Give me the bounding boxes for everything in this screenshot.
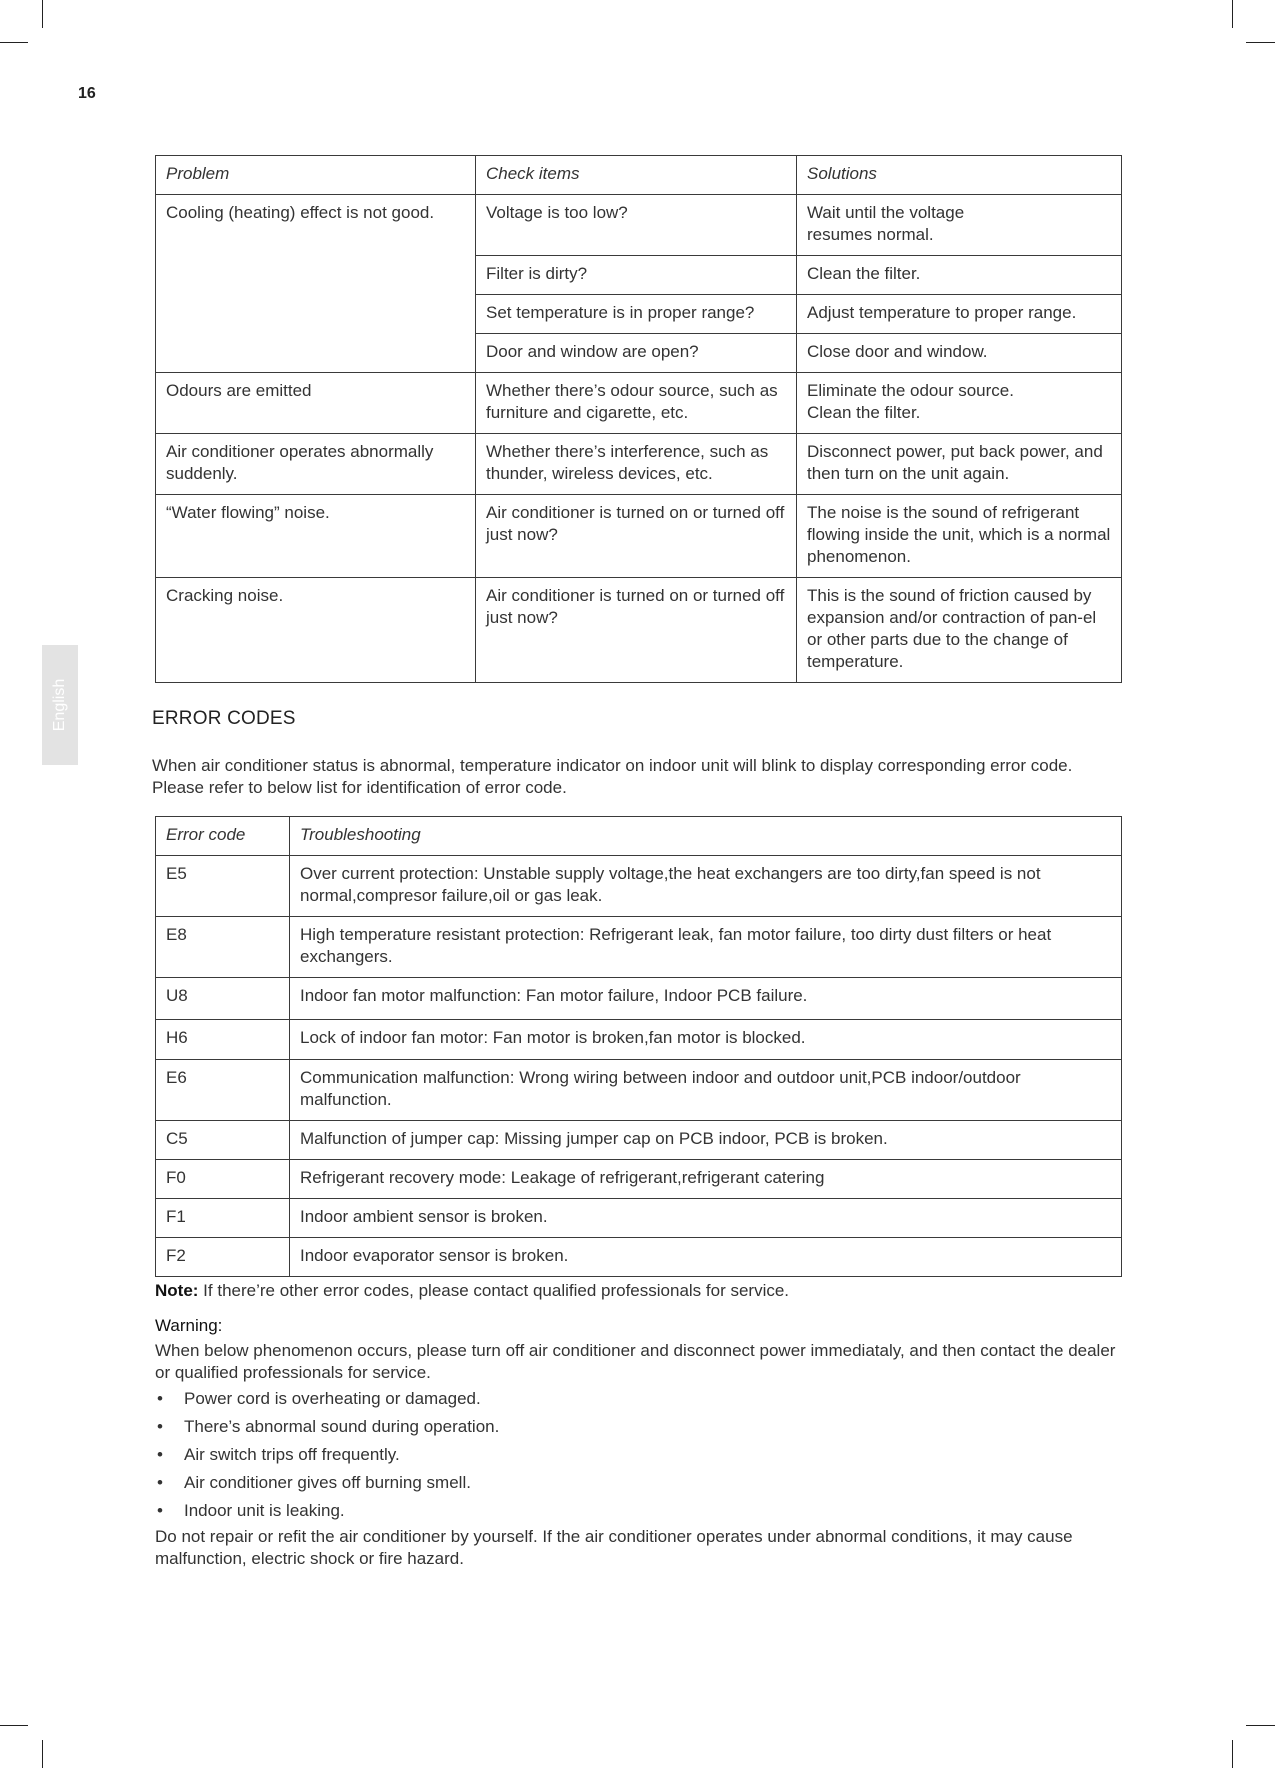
column-header: Error code (156, 817, 290, 856)
error-code-cell: C5 (156, 1121, 290, 1160)
error-code-cell: E6 (156, 1060, 290, 1121)
list-item: • Power cord is overheating or damaged. (155, 1388, 1120, 1410)
troubleshooting-cell: Malfunction of jumper cap: Missing jumper cap on PCB indoor, PCB is broken. (290, 1121, 1122, 1160)
note-label: Note: (155, 1281, 199, 1300)
list-item: • Air switch trips off frequently. (155, 1444, 1120, 1466)
crop-mark (1246, 42, 1275, 43)
table-row (156, 578, 1122, 683)
solution-cell: Disconnect power, put back power, and then turn on the unit again. (797, 434, 1122, 495)
error-codes-heading: ERROR CODES (152, 708, 296, 729)
problem-cell: Cooling (heating) effect is not good. (156, 195, 476, 373)
crop-mark (0, 1725, 28, 1726)
error-code-cell: E5 (156, 856, 290, 917)
table-row (156, 1238, 1122, 1277)
error-code-cell: U8 (156, 978, 290, 1020)
table-row (156, 1020, 1122, 1060)
solution-cell: Adjust temperature to proper range. (797, 295, 1122, 334)
table-row (156, 1121, 1122, 1160)
check-cell: Air conditioner is turned on or turned off just now? (476, 495, 797, 578)
warning-closing: Do not repair or refit the air conditioner by yourself. If the air conditioner operates under abnormal conditions, it may cause malfunction, electric shock or fire hazard. (155, 1527, 1073, 1568)
solution-cell: Close door and window. (797, 334, 1122, 373)
list-item: • Indoor unit is leaking. (155, 1500, 1120, 1522)
table-row (156, 856, 1122, 917)
troubleshooting-cell: Indoor evaporator sensor is broken. (290, 1238, 1122, 1277)
check-cell: Voltage is too low? (476, 195, 797, 256)
troubleshooting-cell: Refrigerant recovery mode: Leakage of refrigerant,refrigerant catering (290, 1160, 1122, 1199)
check-cell: Door and window are open? (476, 334, 797, 373)
problem-cell: Air conditioner operates abnormally suddenly. (156, 434, 476, 495)
check-cell: Whether there’s odour source, such as furniture and cigarette, etc. (476, 373, 797, 434)
crop-mark (1246, 1725, 1275, 1726)
table-row (156, 495, 1122, 578)
table-row (156, 917, 1122, 978)
troubleshooting-cell: Communication malfunction: Wrong wiring between indoor and outdoor unit,PCB indoor/outdoor malfunction. (290, 1060, 1122, 1121)
solution-cell: The noise is the sound of refrigerant flowing inside the unit, which is a normal phenomenon. (797, 495, 1122, 578)
language-tab-label: English (51, 678, 68, 732)
crop-mark (42, 0, 43, 28)
list-item: • There’s abnormal sound during operation. (155, 1416, 1120, 1438)
error-codes-intro: When air conditioner status is abnormal, temperature indicator on indoor unit will blink to display corresponding error code. Please refer to below list for identification of error code. (152, 756, 1073, 797)
troubleshooting-cell: High temperature resistant protection: Refrigerant leak, fan motor failure, too dirty dust filters or heat exchangers. (290, 917, 1122, 978)
error-code-table (155, 816, 1122, 1277)
warning-title: Warning: (155, 1316, 223, 1335)
language-tab (42, 645, 78, 765)
note-paragraph (155, 1280, 1120, 1302)
notes-section (155, 1280, 1120, 1570)
check-cell: Set temperature is in proper range? (476, 295, 797, 334)
error-code-cell: F0 (156, 1160, 290, 1199)
table-row (156, 195, 1122, 256)
table-row (156, 434, 1122, 495)
troubleshooting-cell: Over current protection: Unstable supply voltage,the heat exchangers are too dirty,fan speed is not normal,compresor failure,oil or gas leak. (290, 856, 1122, 917)
problem-cell: Cracking noise. (156, 578, 476, 683)
error-code-cell: E8 (156, 917, 290, 978)
troubleshooting-cell: Indoor ambient sensor is broken. (290, 1199, 1122, 1238)
error-code-cell: F1 (156, 1199, 290, 1238)
table-row (156, 1160, 1122, 1199)
warning-list (155, 1388, 1120, 1522)
solution-cell: This is the sound of friction caused by expansion and/or contraction of pan-el or other parts due to the change of temperature. (797, 578, 1122, 683)
column-header: Check items (476, 156, 797, 195)
table-row (156, 373, 1122, 434)
warning-intro: When below phenomenon occurs, please turn off air conditioner and disconnect power immediataly, and then contact the dealer or qualified professionals for service. (155, 1341, 1116, 1382)
troubleshooting-cell: Indoor fan motor malfunction: Fan motor failure, Indoor PCB failure. (290, 978, 1122, 1020)
problem-cell: Odours are emitted (156, 373, 476, 434)
problem-cell: “Water flowing” noise. (156, 495, 476, 578)
column-header: Solutions (797, 156, 1122, 195)
page-number: 16 (78, 85, 96, 102)
error-code-cell: H6 (156, 1020, 290, 1060)
troubleshooting-cell: Lock of indoor fan motor: Fan motor is broken,fan motor is blocked. (290, 1020, 1122, 1060)
troubleshooting-table (155, 155, 1122, 683)
column-header: Troubleshooting (290, 817, 1122, 856)
table-header-row (156, 156, 1122, 195)
error-code-cell: F2 (156, 1238, 290, 1277)
check-cell: Air conditioner is turned on or turned off just now? (476, 578, 797, 683)
list-item: • Air conditioner gives off burning smell. (155, 1472, 1120, 1494)
solution-cell: Eliminate the odour source. Clean the filter. (797, 373, 1122, 434)
check-cell: Whether there’s interference, such as thunder, wireless devices, etc. (476, 434, 797, 495)
table-row (156, 1199, 1122, 1238)
column-header: Problem (156, 156, 476, 195)
crop-mark (1232, 1740, 1233, 1768)
note-text: If there’re other error codes, please contact qualified professionals for service. (198, 1281, 790, 1300)
crop-mark (0, 42, 28, 43)
check-cell: Filter is dirty? (476, 256, 797, 295)
crop-mark (42, 1740, 43, 1768)
table-row (156, 1060, 1122, 1121)
crop-mark (1232, 0, 1233, 28)
table-header-row (156, 817, 1122, 856)
solution-cell: Clean the filter. (797, 256, 1122, 295)
solution-cell: Wait until the voltage resumes normal. (797, 195, 1122, 256)
table-row (156, 978, 1122, 1020)
